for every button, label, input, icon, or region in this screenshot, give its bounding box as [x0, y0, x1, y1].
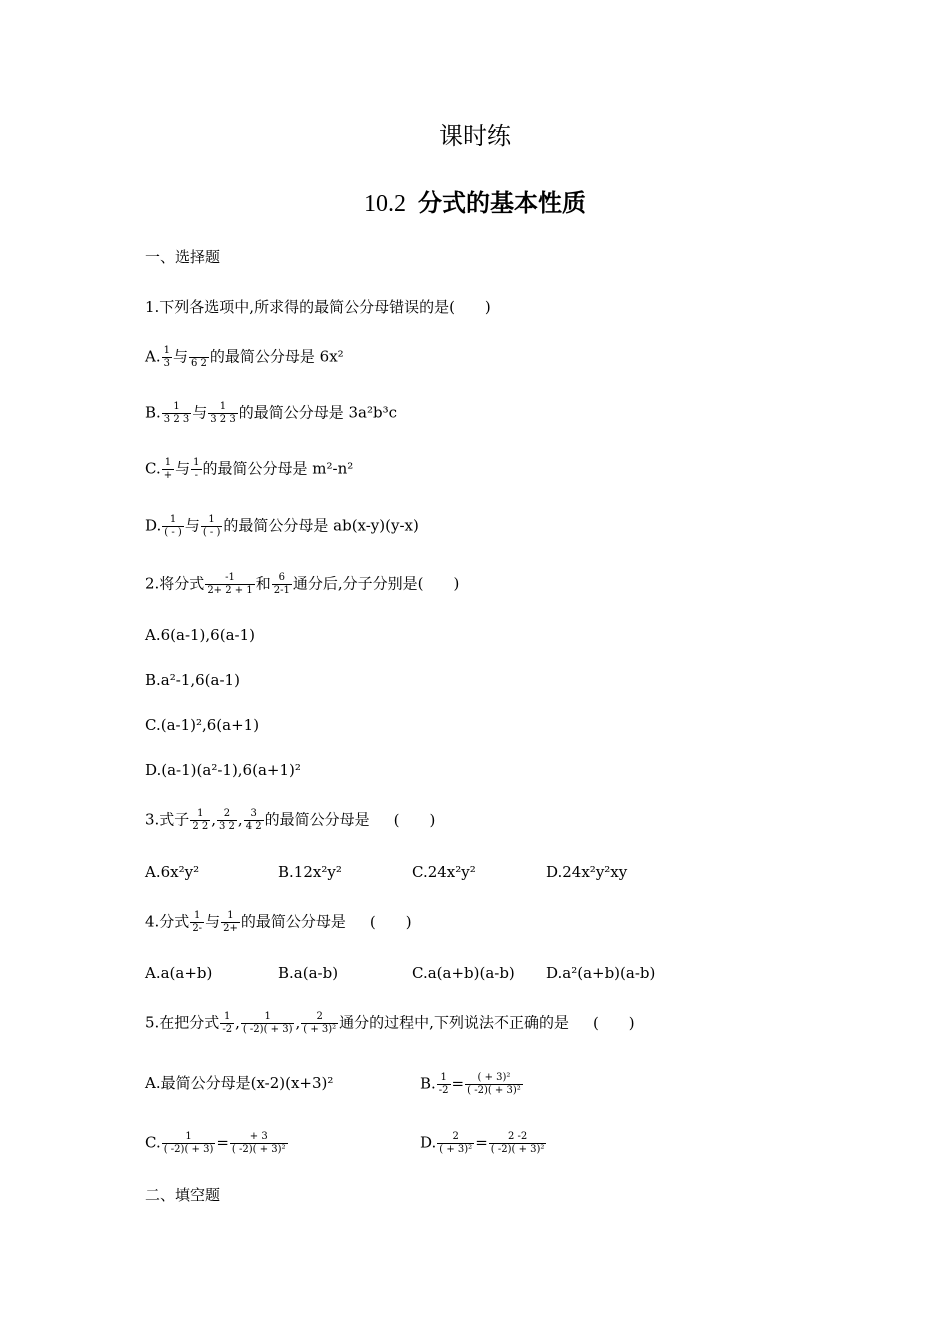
- q4-stem: 4.分式 $\frac{1}{2-}$ 与 $\frac{1}{2+}$ 的最简公分母是 ( ): [145, 910, 412, 934]
- fraction: $\frac{1}{-2}$: [438, 1072, 449, 1096]
- q2-stem: 2.将分式 $\frac{-1}{2+ 2 + 1}$ 和 $\frac{6}{2-1}$ 通分后,分子分别是( ): [145, 572, 460, 596]
- q5-option-d: D. $\frac{2}{\text{( + 3)²}}$ = $\frac{2 -2}{\text{( -2)( + 3)²}}$: [420, 1131, 545, 1155]
- part-two-label: 二、填空题: [145, 1186, 221, 1204]
- fraction: $\frac{1}{-2}$: [222, 1011, 233, 1035]
- fraction: $\frac{2}{3 2}$: [219, 808, 235, 832]
- fraction: $\frac{1}{3}$: [163, 345, 170, 369]
- fraction: $\frac{3}{4 2}$: [245, 808, 262, 832]
- q2-option-a: A.6(a-1),6(a-1): [145, 626, 255, 644]
- fraction: $\frac{2}{\text{( + 3)²}}$: [439, 1131, 473, 1155]
- q2-option-c: C.(a-1)²,6(a+1): [145, 716, 260, 734]
- fraction: $\frac{\text{( + 3)²}}{\text{( -2)( + 3)²}}$: [467, 1072, 521, 1096]
- q1-option-d: D. $\frac{1}{( - )}$ 与 $\frac{1}{( - )}$ 的最简公分母是 ab(x-y)(y-x): [145, 514, 419, 538]
- q4-option-a: A.a(a+b): [145, 964, 213, 982]
- q4-option-c: C.a(a+b)(a-b): [412, 964, 515, 982]
- fraction: $\frac{1}{3 2 3}$: [163, 401, 190, 425]
- q5-option-b: B. $\frac{1}{-2}$ = $\frac{\text{( + 3)²}}{\text{( -2)( + 3)²}}$: [420, 1072, 521, 1096]
- fraction: $\frac{1}{( - )}$: [202, 514, 221, 538]
- q2-option-d: D.(a-1)(a²-1),6(a+1)²: [145, 761, 301, 779]
- part-one-label: 一、选择题: [145, 248, 221, 266]
- q3-stem: 3.式子 $\frac{1}{2 2}$ , $\frac{2}{3 2}$ , $\frac{3}{4 2}$ 的最简公分母是 ( ): [145, 808, 436, 832]
- q2-option-b: B.a²-1,6(a-1): [145, 671, 240, 689]
- q5-stem: 5.在把分式 $\frac{1}{-2}$ , $\frac{1}{( -2)( + 3)}$ , $\frac{2}{\text{( + 3)²}}$ 通分的过程中,下列说法不正确的是 ( ): [145, 1011, 635, 1035]
- section-name: 分式的基本性质: [418, 188, 586, 217]
- q3-option-b: B.12x²y²: [278, 863, 342, 881]
- q5-option-a: A.最简公分母是(x-2)(x+3)²: [145, 1074, 334, 1092]
- fraction: $\frac{1}{2-}$: [192, 910, 203, 934]
- fraction: $\frac{2 -2}{\text{( -2)( + 3)²}}$: [490, 1131, 545, 1155]
- fraction: $\frac{-1}{2+ 2 + 1}$: [207, 572, 253, 596]
- fraction: $\frac{1}{( - )}$: [164, 514, 182, 538]
- fraction: $\frac{2}{\text{( + 3)²}}$: [303, 1011, 337, 1035]
- q3-option-c: C.24x²y²: [412, 863, 476, 881]
- q1-option-c: C. $\frac{1}{+}$ 与 $\frac{1}{-}$ 的最简公分母是 m²-n²: [145, 457, 354, 481]
- q1-option-a: A. $\frac{1}{3}$ 与 6 2 的最简公分母是 6x²: [145, 345, 344, 369]
- section-title: [0, 183, 950, 218]
- q4-option-d: D.a²(a+b)(a-b): [546, 964, 656, 982]
- section-number: 10.2: [364, 191, 406, 217]
- fraction: $\frac{1}{( -2)( + 3)}$: [242, 1011, 293, 1035]
- q1-option-b: B. $\frac{1}{3 2 3}$ 与 $\frac{1}{3 2 3}$ 的最简公分母是 3a²b³c: [145, 401, 398, 425]
- fraction: $\frac{6}{2-1}$: [273, 572, 290, 596]
- q5-option-c: C. $\frac{1}{( -2)( + 3)}$ = $\frac{+ 3}{\text{( -2)( + 3)²}}$: [145, 1131, 286, 1155]
- q3-option-a: A.6x²y²: [145, 863, 200, 881]
- q4-option-b: B.a(a-b): [278, 964, 339, 982]
- page-title: 课时练: [439, 122, 511, 150]
- fraction: $\frac{1}{3 2 3}$: [210, 401, 236, 425]
- fraction: $\frac{1}{2+}$: [223, 910, 238, 934]
- fraction: $\frac{1}{-}$: [193, 457, 200, 481]
- fraction: $\frac{+ 3}{\text{( -2)( + 3)²}}$: [231, 1131, 286, 1155]
- fraction: $\frac{1}{+}$: [163, 457, 173, 481]
- fraction: 6 2: [189, 345, 209, 370]
- q1-stem: 1.下列各选项中,所求得的最简公分母错误的是( ): [145, 298, 491, 316]
- q3-option-d: D.24x²y²xy: [546, 863, 628, 881]
- fraction: $\frac{1}{2 2}$: [192, 808, 209, 832]
- fraction: $\frac{1}{( -2)( + 3)}$: [163, 1131, 214, 1155]
